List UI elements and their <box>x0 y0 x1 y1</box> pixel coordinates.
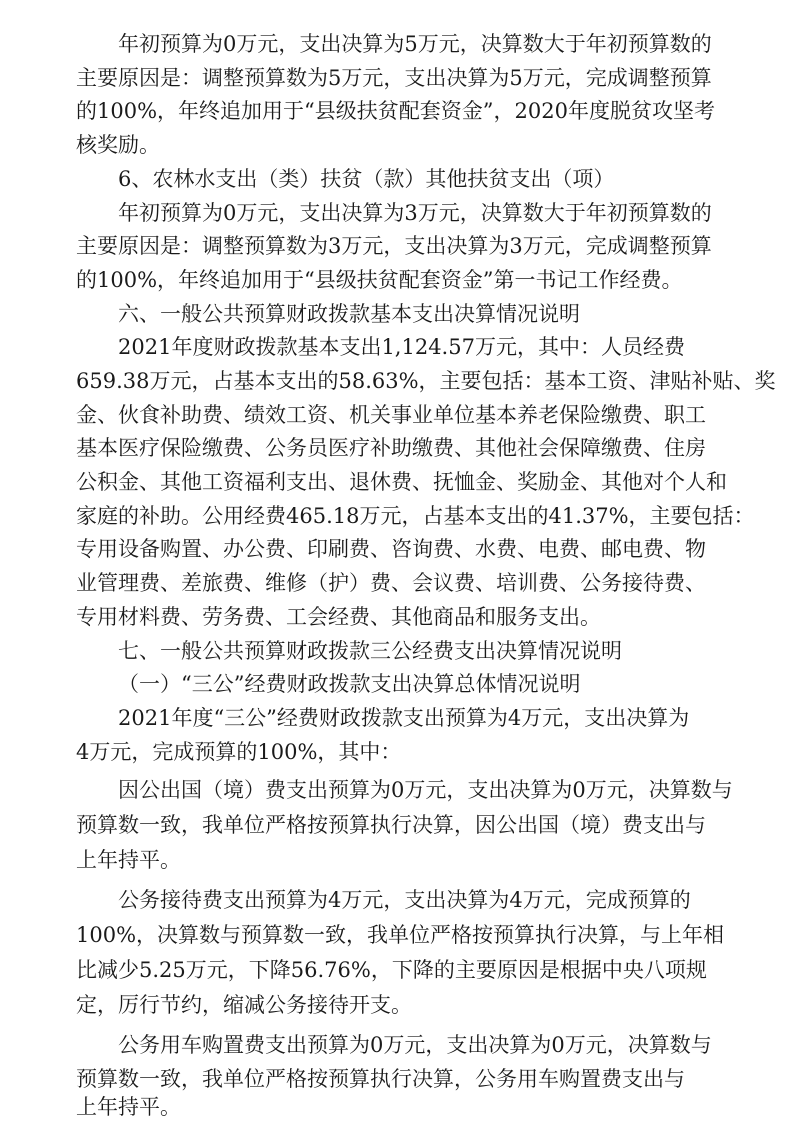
text-line: 公积金、其他工资福利支出、退休费、抚恤金、奖励金、其他对个人和 <box>76 470 727 494</box>
text-line: 主要原因是：调整预算数为5万元，支出决算为5万元，完成调整预算 <box>76 66 712 90</box>
text-line: 基本医疗保险缴费、公务员医疗补助缴费、其他社会保障缴费、住房 <box>76 436 706 460</box>
text-line: 预算数一致，我单位严格按预算执行决算，公务用车购置费支出与 <box>76 1067 685 1091</box>
text-line: 4万元，完成预算的100%，其中： <box>76 740 402 764</box>
text-line: 2021年度财政拨款基本支出1,124.57万元，其中：人员经费 <box>118 335 685 359</box>
text-line: 的100%，年终追加用于“县级扶贫配套资金”第一书记工作经费。 <box>76 268 683 292</box>
section-heading: 六、一般公共预算财政拨款基本支出决算情况说明 <box>118 302 580 326</box>
text-line: 上年持平。 <box>76 1095 181 1119</box>
text-line: 专用材料费、劳务费、工会经费、其他商品和服务支出。 <box>76 605 601 629</box>
section-heading: 6、农林水支出（类）扶贫（款）其他扶贫支出（项） <box>118 167 615 191</box>
text-line: 家庭的补助。公用经费465.18万元，占基本支出的41.37%，主要包括： <box>76 504 755 528</box>
text-line: 的100%，年终追加用于“县级扶贫配套资金”，2020年度脱贫攻坚考 <box>76 99 715 123</box>
text-line: 专用设备购置、办公费、印刷费、咨询费、水费、电费、邮电费、物 <box>76 537 706 561</box>
text-line: 公务接待费支出预算为4万元，支出决算为4万元，完成预算的 <box>118 888 691 912</box>
text-line: 业管理费、差旅费、维修（护）费、会议费、培训费、公务接待费、 <box>76 571 706 595</box>
text-line: 659.38万元，占基本支出的58.63%，主要包括：基本工资、津贴补贴、奖 <box>76 369 776 393</box>
text-line: 100%，决算数与预算数一致，我单位严格按预算执行决算，与上年相 <box>76 923 725 947</box>
text-line: 年初预算为0万元，支出决算为5万元，决算数大于年初预算数的 <box>118 32 712 56</box>
text-line: 因公出国（境）费支出预算为0万元，支出决算为0万元，决算数与 <box>118 778 733 802</box>
text-line: 比减少5.25万元，下降56.76%，下降的主要原因是根据中央八项规 <box>76 958 707 982</box>
subsection-heading: （一）“三公”经费财政拨款支出决算总体情况说明 <box>118 672 581 696</box>
text-line: 金、伙食补助费、绩效工资、机关事业单位基本养老保险缴费、职工 <box>76 403 706 427</box>
text-line: 上年持平。 <box>76 848 181 872</box>
text-line: 2021年度“三公”经费财政拨款支出预算为4万元，支出决算为 <box>118 706 690 730</box>
section-heading: 七、一般公共预算财政拨款三公经费支出决算情况说明 <box>118 639 622 663</box>
text-line: 核奖励。 <box>76 133 160 157</box>
text-line: 预算数一致，我单位严格按预算执行决算，因公出国（境）费支出与 <box>76 813 706 837</box>
text-line: 年初预算为0万元，支出决算为3万元，决算数大于年初预算数的 <box>118 201 712 225</box>
text-line: 主要原因是：调整预算数为3万元，支出决算为3万元，完成调整预算 <box>76 234 712 258</box>
text-line: 定，厉行节约，缩减公务接待开支。 <box>76 993 412 1017</box>
text-line: 公务用车购置费支出预算为0万元，支出决算为0万元，决算数与 <box>118 1033 712 1057</box>
